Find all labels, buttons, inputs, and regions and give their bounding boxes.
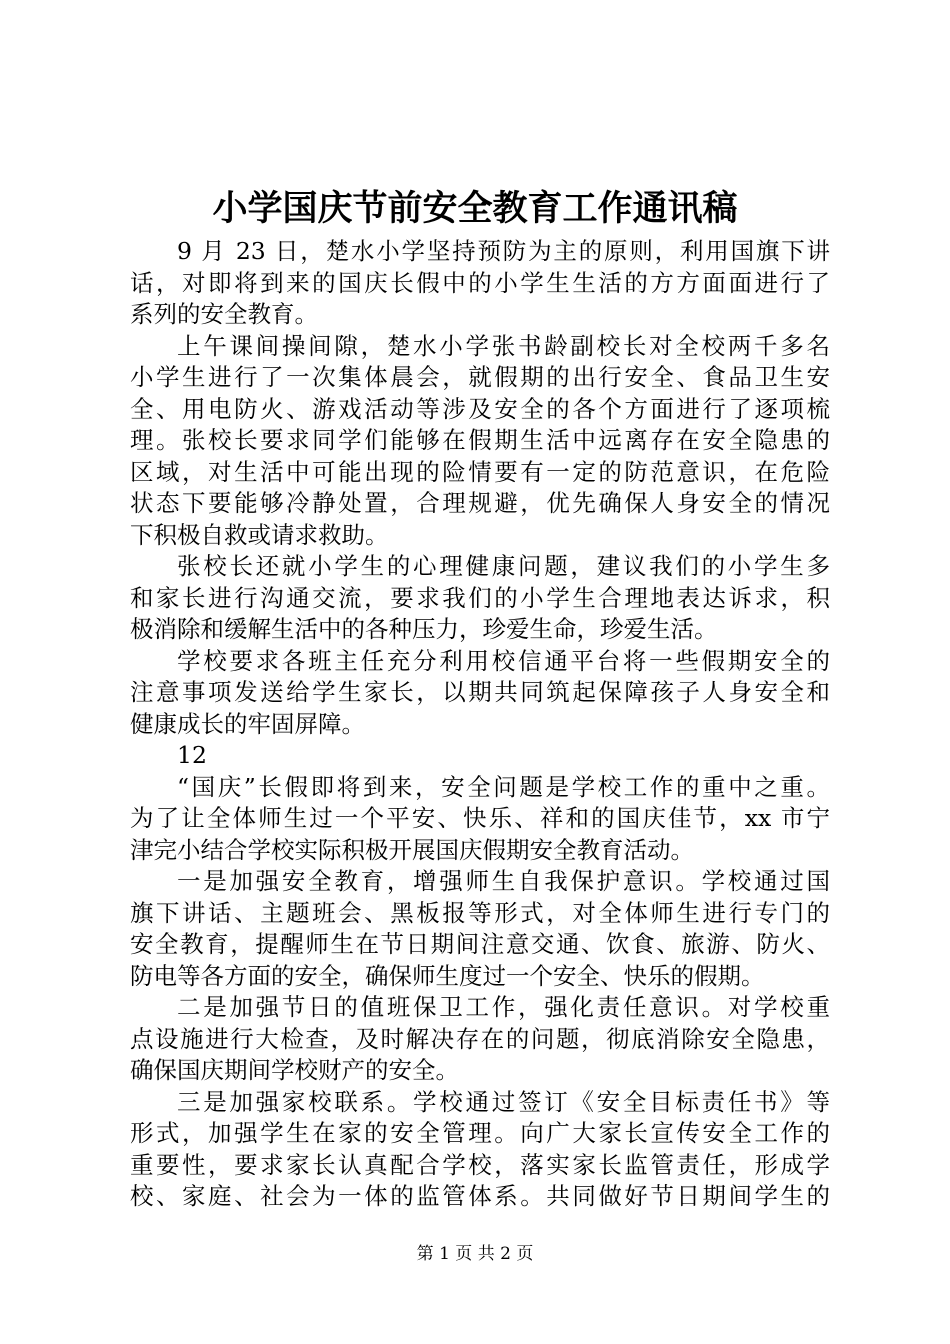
text-line: 三是加强家校联系。学校通过签订《安全目标责任书》等: [177, 1087, 830, 1116]
text-line: 为了让全体师生过一个平安、快乐、祥和的国庆佳节，xx 市宁: [130, 804, 830, 832]
text-line: 点设施进行大检查，及时解决存在的问题，彻底消除安全隐患，: [130, 1024, 830, 1053]
text-line: 一是加强安全教育，增强师生自我保护意识。学校通过国: [177, 867, 830, 895]
text-line: 话，对即将到来的国庆长假中的小学生生活的方方面面进行了: [130, 268, 830, 297]
text-line: 健康成长的牢固屏障。: [130, 709, 365, 738]
text-line: 形式，加强学生在家的安全管理。向广大家长宣传安全工作的: [130, 1119, 830, 1147]
text-line: 旗下讲话、主题班会、黑板报等形式，对全体师生进行专门的: [130, 898, 830, 927]
text-line: 小学生进行了一次集体晨会，就假期的出行安全、食品卫生安: [130, 363, 830, 391]
text-line: “国庆”长假即将到来，安全问题是学校工作的重中之重。: [177, 772, 830, 801]
text-line: 二是加强节日的值班保卫工作，强化责任意识。对学校重: [177, 993, 830, 1021]
text-line: 极消除和缓解生活中的各种压力，珍爱生命，珍爱生活。: [130, 615, 718, 643]
text-line: 安全教育，提醒师生在节日期间注意交通、饮食、旅游、防火、: [130, 930, 830, 958]
text-line: 重要性，要求家长认真配合学校，落实家长监管责任，形成学: [130, 1150, 830, 1179]
text-line: 12: [177, 741, 207, 769]
text-line: 防电等各方面的安全，确保师生度过一个安全、快乐的假期。: [130, 961, 765, 990]
text-line: 校、家庭、社会为一体的监管体系。共同做好节日期间学生的: [130, 1182, 830, 1210]
page-footer: 第 1 页 共 2 页: [416, 1244, 534, 1264]
text-line: 确保国庆期间学校财产的安全。: [130, 1056, 459, 1084]
text-line: 理。张校长要求同学们能够在假期生活中远离存在安全隐患的: [130, 426, 830, 454]
text-line: 和家长进行沟通交流，要求我们的小学生合理地表达诉求，积: [130, 583, 830, 612]
text-line: 津完小结合学校实际积极开展国庆假期安全教育活动。: [130, 835, 694, 864]
text-line: 状态下要能够冷静处置，合理规避，优先确保人身安全的情况: [130, 489, 830, 517]
document-body: [130, 236, 830, 1213]
text-line: 全、用电防火、游戏活动等涉及安全的各个方面进行了逐项梳: [130, 394, 830, 423]
text-line: 学校要求各班主任充分利用校信通平台将一些假期安全的: [177, 646, 830, 675]
document-title: 小学国庆节前安全教育工作通讯稿: [212, 188, 738, 229]
text-line: 区域，对生活中可能出现的险情要有一定的防范意识，在危险: [130, 457, 830, 486]
text-line: 下积极自救或请求救助。: [130, 520, 389, 549]
text-line: 张校长还就小学生的心理健康问题，建议我们的小学生多: [177, 552, 830, 580]
text-line: 注意事项发送给学生家长，以期共同筑起保障孩子人身安全和: [130, 678, 830, 706]
text-line: 上午课间操间隙，楚水小学张书龄副校长对全校两千多名: [177, 331, 830, 360]
text-line: 系列的安全教育。: [130, 300, 318, 328]
text-line: 9 月 23 日，楚水小学坚持预防为主的原则，利用国旗下讲: [177, 237, 830, 265]
